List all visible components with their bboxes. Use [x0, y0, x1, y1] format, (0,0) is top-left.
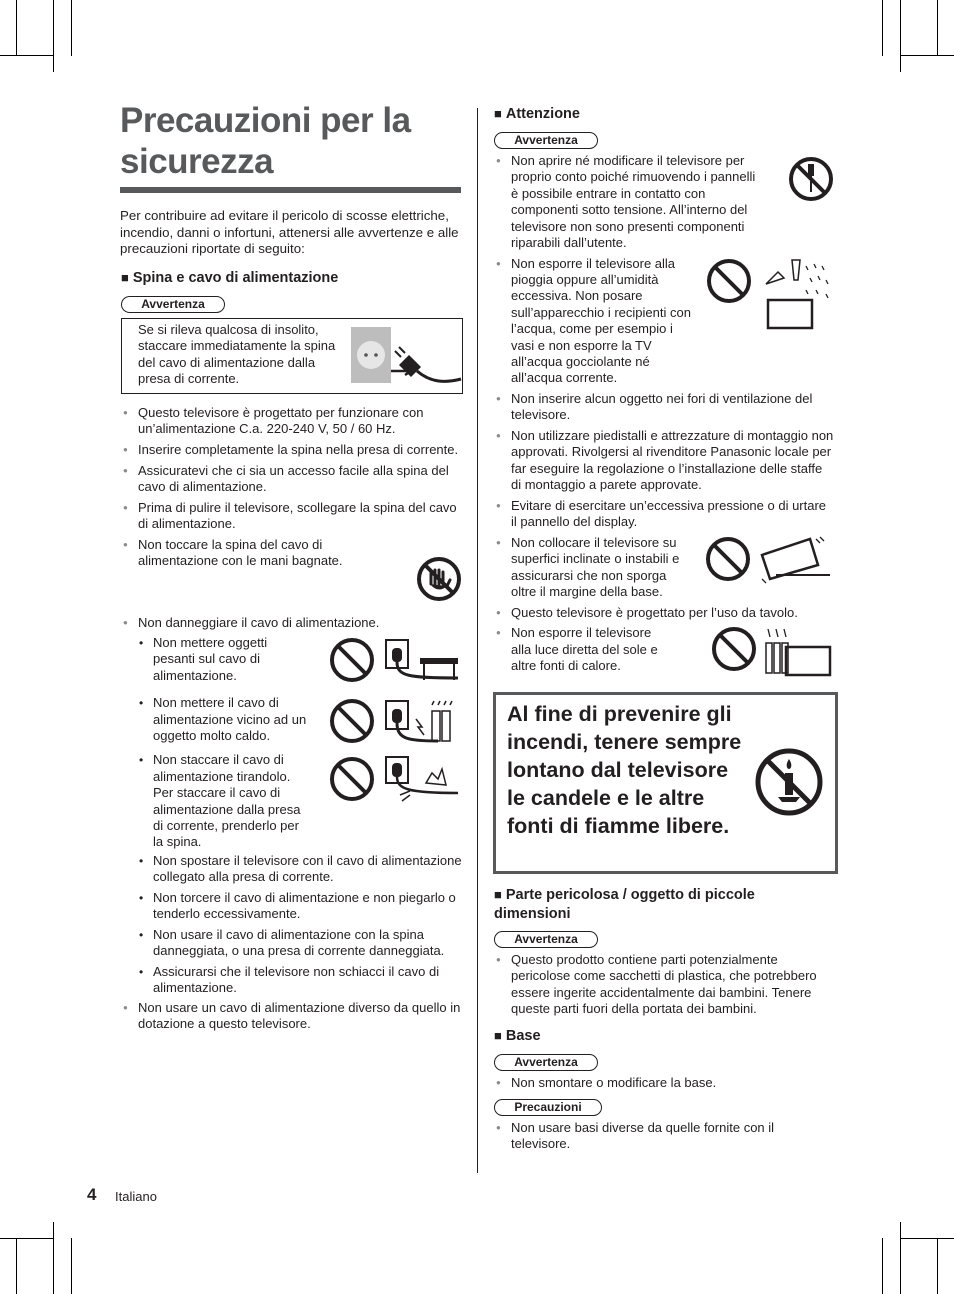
warning-label: Avvertenza — [494, 132, 598, 149]
list-item: ● Non danneggiare il cavo di alimentazione. — [121, 615, 464, 631]
square-bullet-icon: ■ — [121, 270, 129, 285]
bullet-list-cavo — [121, 615, 464, 636]
crop-mark — [71, 1238, 72, 1294]
warning-label: Avvertenza — [121, 296, 225, 313]
crop-mark — [882, 1238, 883, 1294]
crop-mark — [882, 0, 883, 56]
list-item: • Assicurarsi che il televisore non schiacci il cavo di alimentazione. — [138, 964, 464, 997]
page-number: 4 — [87, 1185, 97, 1204]
list-item: ● Inserire completamente la spina nella presa di corrente. — [121, 442, 464, 458]
list-item: • Non staccare il cavo di alimentazione tirandolo. Per staccare il cavo di alimentazione dalla presa di corrente, prenderlo per la spina. — [138, 752, 308, 850]
column-divider — [477, 108, 478, 1173]
list-item: ● Non esporre il televisore alla luce diretta del sole e altre fonti di calore. — [494, 625, 834, 674]
list-item: ● Non aprire né modificare il televisore per proprio conto poiché rimuovendo i pannelli è possibile entrare in contatto con componenti sotto tensione. All’interno del televisore non sono presenti componenti riparabili dall’utente. — [494, 153, 834, 251]
caution-label: Precauzioni — [494, 1099, 602, 1116]
crop-mark — [900, 0, 901, 72]
bullet-list-attenzione-top — [494, 153, 834, 679]
sub-list-cavo-continued — [138, 853, 464, 1001]
section-heading-attenzione — [494, 104, 580, 124]
list-item: ● Non esporre il televisore alla pioggia oppure all’umidità eccessiva. Non posare sull’apparecchio i recipienti con l’acqua, come per esempio i vasi e non esporre la TV all’acqua gocciolante né all’acqua corrente. — [494, 256, 834, 387]
crop-mark — [900, 1238, 954, 1239]
list-item: ● Non usare basi diverse da quelle fornite con il televisore. — [494, 1120, 834, 1153]
no-heavy-object-on-cable-icon — [328, 636, 460, 684]
section-heading-spina — [121, 268, 338, 288]
no-disassemble-icon — [788, 156, 834, 202]
crop-mark — [16, 0, 17, 56]
fire-warning-box — [493, 692, 838, 874]
crop-mark — [0, 1238, 54, 1239]
list-item: • Non spostare il televisore con il cavo di alimentazione collegato alla presa di corrente. — [138, 853, 464, 886]
warning-label: Avvertenza — [494, 1054, 598, 1071]
crop-mark — [900, 55, 954, 56]
no-heat-source-icon — [706, 625, 834, 681]
warning-box-text: Se si rileva qualcosa di insolito, staccare immediatamente la spina del cavo di alimentazione dalla presa di corrente. — [138, 322, 336, 387]
no-water-icon — [706, 256, 834, 330]
bullet-list-base-caution — [494, 1120, 834, 1157]
crop-mark — [71, 0, 72, 56]
crop-mark — [53, 0, 54, 72]
crop-mark — [900, 1222, 901, 1294]
warning-box — [121, 318, 463, 394]
no-wet-hands-icon — [416, 556, 462, 602]
no-candle-icon — [754, 747, 824, 817]
bullet-list-spina — [121, 405, 464, 574]
section-heading-text: Attenzione — [505, 106, 580, 122]
crop-mark — [937, 0, 938, 56]
plug-unplug-icon — [351, 327, 463, 385]
list-item: ● Non usare un cavo di alimentazione diverso da quello in dotazione a questo televisore. — [121, 1000, 464, 1033]
square-bullet-icon: ■ — [494, 1028, 502, 1043]
crop-mark — [937, 1238, 938, 1294]
square-bullet-icon: ■ — [494, 887, 502, 902]
list-item: ● Prima di pulire il televisore, scollegare la spina del cavo di alimentazione. — [121, 500, 464, 533]
list-item: • Non mettere il cavo di alimentazione vicino ad un oggetto molto caldo. — [138, 695, 308, 744]
list-item: ● Non inserire alcun oggetto nei fori di ventilazione del televisore. — [494, 391, 834, 424]
list-item: ● Questo televisore è progettato per l’uso da tavolo. — [494, 605, 834, 621]
crop-mark — [0, 55, 54, 56]
bullet-list-parte — [494, 952, 834, 1022]
section-heading-text: Spina e cavo di alimentazione — [132, 270, 339, 286]
section-heading-base — [494, 1026, 541, 1046]
warning-label: Avvertenza — [494, 931, 598, 948]
list-item: ● Non collocare il televisore su superfici inclinate o instabili e assicurarsi che non sporga oltre il margine della base. — [494, 535, 834, 601]
section-heading-text: Parte pericolosa / oggetto di piccole dimensioni — [494, 887, 755, 922]
crop-mark — [16, 1238, 17, 1294]
fire-warning-text: Al fine di prevenire gli incendi, tenere sempre lontano dal televisore le candele e le altre fonti di fiamme libere. — [507, 702, 742, 838]
title-underline — [120, 187, 461, 193]
no-pull-cable-icon — [328, 755, 460, 803]
list-item: ● Non utilizzare piedistalli e attrezzature di montaggio non approvati. Rivolgersi al rivenditore Panasonic locale per far eseguire la regolazione o l’installazione delle staffe di montaggio a parete approvate. — [494, 428, 834, 494]
list-item: • Non usare il cavo di alimentazione con la spina danneggiata, o una presa di corrente danneggiata. — [138, 927, 464, 960]
list-item: • Non mettere oggetti pesanti sul cavo di alimentazione. — [138, 635, 308, 684]
section-heading-text: Base — [505, 1028, 541, 1044]
crop-mark — [53, 1222, 54, 1294]
page-title: Precauzioni per la sicurezza — [120, 101, 411, 181]
list-item: ● Non smontare o modificare la base. — [494, 1075, 834, 1091]
list-item: ● Questo televisore è progettato per funzionare con un’alimentazione C.a. 220-240 V, 50 / 60 Hz. — [121, 405, 464, 438]
square-bullet-icon: ■ — [494, 106, 502, 121]
list-item: ● Evitare di esercitare un’eccessiva pressione o di urtare il pannello del display. — [494, 498, 834, 531]
bullet-list-cavo-final — [121, 1000, 464, 1037]
list-item: ● Assicuratevi che ci sia un accesso facile alla spina del cavo di alimentazione. — [121, 463, 464, 496]
sub-list-cavo — [138, 635, 308, 855]
bullet-list-base-warning — [494, 1075, 834, 1096]
list-item: ● Non toccare la spina del cavo di alimentazione con le mani bagnate. — [121, 537, 464, 570]
list-item: ● Questo prodotto contiene parti potenzialmente pericolose come sacchetti di plastica, che potrebbero essere ingerite accidentalmente dai bambini. Tenere queste parti fuori della portata dei bambini. — [494, 952, 834, 1018]
no-cable-near-heat-icon — [328, 697, 460, 745]
intro-paragraph: Per contribuire ad evitare il pericolo di scosse elettriche, incendio, danni o infortuni, attenersi alle avvertenze e alle precauzioni riportate di seguito: — [120, 208, 459, 256]
section-heading-parte — [494, 885, 794, 924]
language-label: Italiano — [115, 1189, 157, 1204]
list-item: • Non torcere il cavo di alimentazione e non piegarlo o tenderlo eccessivamente. — [138, 890, 464, 923]
no-unstable-surface-icon — [706, 535, 834, 585]
